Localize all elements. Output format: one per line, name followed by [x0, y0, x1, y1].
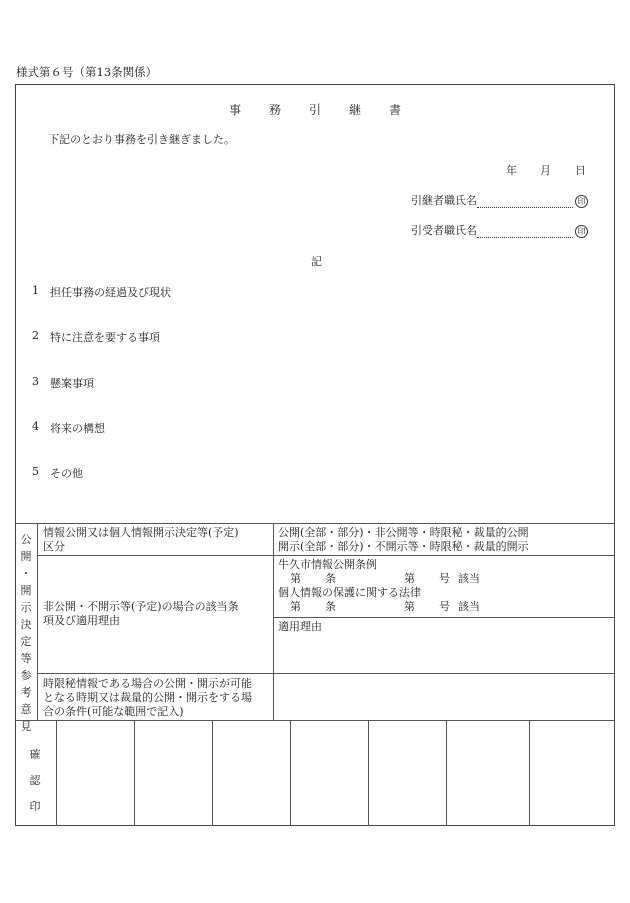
law-name-2: 個人情報の保護に関する法律: [278, 586, 421, 599]
table-border: [37, 673, 615, 674]
ki-heading: 記: [311, 255, 322, 268]
table-border: [37, 523, 38, 720]
seal-cell-border: [56, 720, 57, 826]
disclosure-category-options: 公開(全部・部分)・非公開等・時限秘・裁量的公開 開示(全部・部分)・不開示等・時限秘・裁量的開示: [278, 526, 529, 553]
document-title: [0, 101, 630, 118]
seal-cell-border: [134, 720, 135, 826]
item-text: 担任事務の経過及び現状: [50, 286, 171, 299]
table-border: [15, 523, 615, 524]
signature-line-successor-to: [411, 222, 588, 238]
item-text: 将来の構想: [50, 422, 105, 435]
seal-cell-border: [529, 720, 530, 826]
time-limited-condition-label: 時限秘情報である場合の公開・開示が可能 となる時期又は裁量的公開・開示をする場 合の条件(可能な範囲で記入): [43, 677, 252, 718]
seal-cell-border: [290, 720, 291, 826]
date-day: 日: [575, 164, 586, 177]
seal-mark-icon: 印: [575, 195, 588, 208]
title-char: 書: [389, 103, 402, 117]
title-char: 継: [349, 103, 362, 117]
table-border: [37, 555, 615, 556]
law-name-1: 牛久市情報公開条例: [278, 558, 377, 571]
date-year: 年: [506, 164, 517, 177]
signature-line-successor-from: [411, 192, 588, 208]
signature-dotted-line: [477, 195, 573, 208]
title-char: 引: [308, 103, 321, 117]
article-reference-2: 第 条 第 号 該当: [290, 600, 480, 613]
signature-label: 引継者職氏名: [411, 194, 477, 207]
signature-label: 引受者職氏名: [411, 224, 477, 237]
item-text: 懸案事項: [50, 377, 94, 390]
item-text: 特に注意を要する事項: [50, 331, 160, 344]
confirmation-seal-label: 確 認 印: [29, 748, 41, 813]
table-border: [273, 617, 615, 618]
signature-dotted-line: [477, 225, 573, 238]
application-reason-label: 適用理由: [278, 620, 322, 633]
table-border: [15, 720, 615, 721]
form-number: 様式第６号（第13条関係）: [16, 65, 158, 79]
non-disclosure-article-label: 非公開・不開示等(予定)の場合の該当条 項及び適用理由: [43, 600, 239, 627]
title-char: 事: [228, 103, 241, 117]
disclosure-side-label: 公 開 ・ 開 示 決 定 等 参 考 意 見: [20, 533, 32, 733]
seal-cell-border: [368, 720, 369, 826]
seal-cell-border: [446, 720, 447, 826]
intro-text: 下記のとおり事務を引き継ぎました。: [48, 133, 235, 146]
title-char: 務: [268, 103, 281, 117]
seal-mark-icon: 印: [575, 225, 588, 238]
item-number: 3: [32, 375, 39, 388]
article-reference-1: 第 条 第 号 該当: [290, 572, 480, 585]
seal-cell-border: [212, 720, 213, 826]
disclosure-category-label: 情報公開又は個人情報開示決定等(予定) 区分: [43, 526, 239, 553]
item-number: 2: [32, 329, 39, 342]
item-text: その他: [50, 467, 83, 480]
item-number: 4: [32, 420, 39, 433]
item-number: 1: [32, 284, 39, 297]
item-number: 5: [32, 465, 39, 478]
date-month: 月: [540, 164, 551, 177]
table-border: [273, 523, 274, 720]
